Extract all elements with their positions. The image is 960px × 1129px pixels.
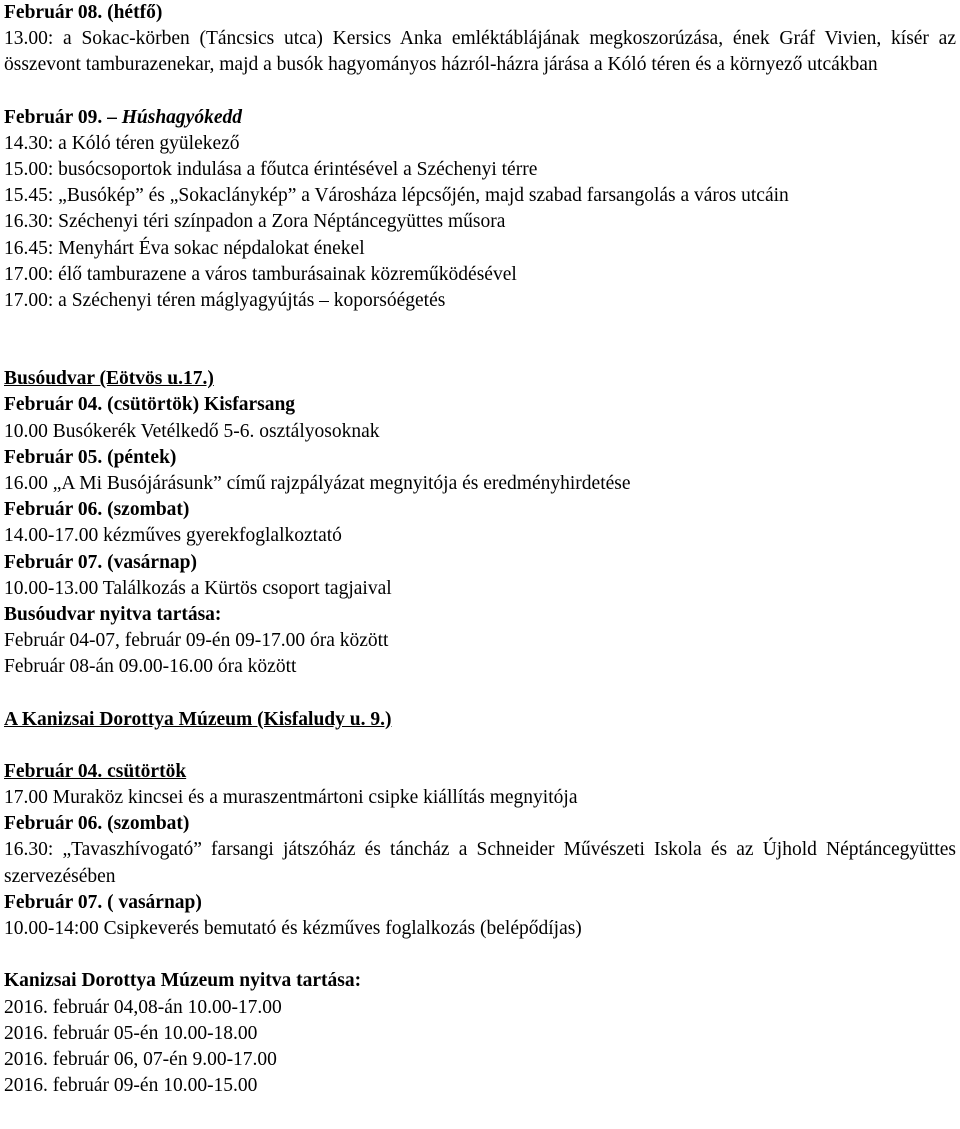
museum-feb04-text: 17.00 Muraköz kincsei és a muraszentmártoni csipke kiállítás megnyitója [4,787,578,809]
feb09-heading-date: Február 09. [4,106,103,128]
museum-hours-line: 2016. február 05-én 10.00-18.00 [4,1022,258,1044]
feb09-item: 15.45: „Busókép” és „Sokaclánykép” a Városháza lépcsőjén, majd szabad farsangolás a város utcáin [4,185,789,207]
museum-feb06-heading: Február 06. (szombat) [4,813,190,835]
busoudvar-title: Busóudvar (Eötvös u.17.) [4,368,214,390]
busoudvar-hours-line: Február 04-07, február 09-én 09-17.00 óra között [4,630,389,652]
program-document [4,0,956,1099]
busoudvar-feb04-text: 10.00 Busókerék Vetélkedő 5-6. osztályosoknak [4,420,380,442]
feb08-text: 13.00: a Sokac-körben (Táncsics utca) Kersics Anka emléktáblájának megkoszorúzása, ének Gráf Vivien, kísér az összevont tamburazenekar, majd a busók hagyományos házról-házra járása a Kóló téren és a környező utcákban [4,28,956,76]
busoudvar-feb07-text: 10.00-13.00 Találkozás a Kürtös csoport tagjaival [4,577,392,599]
feb09-heading-dash: – [102,106,122,128]
busoudvar-feb05-text: 16.00 „A Mi Busójárásunk” című rajzpályázat megnyitója és eredményhirdetése [4,473,631,495]
museum-feb06-text: 16.30: „Tavaszhívogató” farsangi játszóház és táncház a Schneider Művészeti Iskola és az Újhold Néptáncegyüttes szervezésében [4,839,956,887]
busoudvar-feb07-heading: Február 07. (vasárnap) [4,551,198,573]
feb09-heading-name: Húshagyókedd [121,106,242,128]
busoudvar-feb06-heading: Február 06. (szombat) [4,499,190,521]
museum-hours-line: 2016. február 09-én 10.00-15.00 [4,1075,258,1097]
museum-title: A Kanizsai Dorottya Múzeum (Kisfaludy u. 9.) [4,708,392,730]
museum-hours-line: 2016. február 06, 07-én 9.00-17.00 [4,1048,277,1070]
feb09-item: 17.00: élő tamburazene a város tamburásainak közreműködésével [4,263,517,285]
museum-hours-heading: Kanizsai Dorottya Múzeum nyitva tartása: [4,970,362,992]
museum-feb07-text: 10.00-14:00 Csipkeverés bemutató és kézműves foglalkozás (belépődíjas) [4,918,582,940]
busoudvar-feb06-text: 14.00-17.00 kézműves gyerekfoglalkoztató [4,525,342,547]
feb09-item: 16.45: Menyhárt Éva sokac népdalokat énekel [4,237,365,259]
feb09-heading [4,105,956,131]
busoudvar-feb04-heading: Február 04. (csütörtök) Kisfarsang [4,394,296,416]
feb09-item: 14.30: a Kóló téren gyülekező [4,132,240,154]
museum-feb07-heading: Február 07. ( vasárnap) [4,891,202,913]
museum-hours-line: 2016. február 04,08-án 10.00-17.00 [4,996,282,1018]
feb08-heading: Február 08. (hétfő) [4,2,163,23]
busoudvar-hours-line: Február 08-án 09.00-16.00 óra között [4,656,297,678]
museum-feb04-heading: Február 04. csütörtök [4,760,187,782]
feb09-item: 15.00: busócsoportok indulása a főutca érintésével a Széchenyi térre [4,159,538,181]
busoudvar-feb05-heading: Február 05. (péntek) [4,446,177,468]
feb09-item: 17.00: a Széchenyi téren máglyagyújtás – koporsóégetés [4,290,446,312]
busoudvar-hours-heading: Busóudvar nyitva tartása: [4,604,222,626]
feb09-item: 16.30: Széchenyi téri színpadon a Zora Néptáncegyüttes műsora [4,211,506,233]
